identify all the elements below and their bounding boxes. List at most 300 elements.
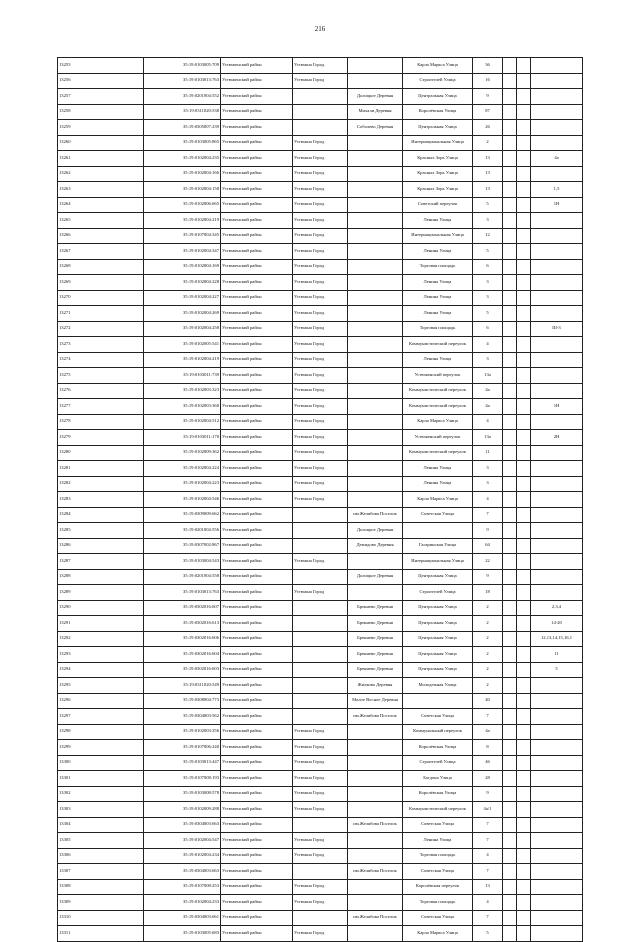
- street-cell: Торговая площадь: [403, 259, 473, 275]
- empty-cell: [503, 228, 517, 244]
- record-number-cell: 13269: [58, 275, 144, 291]
- city-cell: Устюжна Город: [293, 135, 348, 151]
- city-cell: Устюжна Город: [293, 755, 348, 771]
- city-cell: Устюжна Город: [293, 228, 348, 244]
- table-row: [58, 430, 583, 446]
- district-cell: Устюженский район: [221, 585, 293, 601]
- empty-cell: [517, 104, 531, 120]
- table-row: [58, 895, 583, 911]
- village-cell: [348, 445, 403, 461]
- street-cell: Ленина Улица: [403, 213, 473, 229]
- house-number-cell: 2: [473, 616, 503, 632]
- city-cell: [293, 523, 348, 539]
- table-row: [58, 89, 583, 105]
- cadastral-number-cell: 35:19:0302016:613: [144, 616, 221, 632]
- cadastral-number-cell: 35:19:0102004:169: [144, 259, 221, 275]
- empty-cell: [517, 259, 531, 275]
- street-cell: Карла Маркса Улица: [403, 414, 473, 430]
- village-cell: [348, 724, 403, 740]
- street-cell: Центральная Улица: [403, 662, 473, 678]
- village-cell: [348, 166, 403, 182]
- table-row: [58, 585, 583, 601]
- house-number-cell: 4: [473, 337, 503, 353]
- record-number-cell: 13297: [58, 709, 144, 725]
- district-cell: Устюженский район: [221, 430, 293, 446]
- street-cell: Ленина Улица: [403, 275, 473, 291]
- house-number-cell: 5: [473, 197, 503, 213]
- village-cell: Бреннево Деревня: [348, 662, 403, 678]
- empty-cell: [517, 678, 531, 694]
- empty-cell: [517, 135, 531, 151]
- apartment-cell: [531, 771, 583, 787]
- house-number-cell: 5: [473, 306, 503, 322]
- cadastral-number-cell: 35:19:0304003:663: [144, 864, 221, 880]
- district-cell: Устюженский район: [221, 910, 293, 926]
- table-row: [58, 120, 583, 136]
- apartment-cell: 1Н: [531, 399, 583, 415]
- empty-cell: [503, 120, 517, 136]
- city-cell: Устюжна Город: [293, 461, 348, 477]
- district-cell: Устюженский район: [221, 678, 293, 694]
- empty-cell: [503, 585, 517, 601]
- table-row: [58, 213, 583, 229]
- village-cell: [348, 275, 403, 291]
- record-number-cell: 13278: [58, 414, 144, 430]
- district-cell: Устюженский район: [221, 244, 293, 260]
- cadastral-number-cell: 35:19:0304003:663: [144, 817, 221, 833]
- house-number-cell: 7: [473, 507, 503, 523]
- village-cell: Соболево Деревня: [348, 120, 403, 136]
- apartment-cell: [531, 166, 583, 182]
- empty-cell: [503, 740, 517, 756]
- district-cell: Устюженский район: [221, 352, 293, 368]
- apartment-cell: [531, 926, 583, 942]
- empty-cell: [503, 430, 517, 446]
- empty-cell: [503, 600, 517, 616]
- empty-cell: [517, 740, 531, 756]
- apartment-cell: [531, 213, 583, 229]
- village-cell: [348, 244, 403, 260]
- village-cell: [348, 771, 403, 787]
- table-row: [58, 197, 583, 213]
- city-cell: [293, 569, 348, 585]
- table-row: [58, 352, 583, 368]
- house-number-cell: 4а: [473, 399, 503, 415]
- village-cell: [348, 228, 403, 244]
- record-number-cell: 13265: [58, 213, 144, 229]
- city-cell: Устюжна Город: [293, 771, 348, 787]
- street-cell: Советская Улица: [403, 507, 473, 523]
- village-cell: Долоцкое Деревня: [348, 89, 403, 105]
- empty-cell: [503, 523, 517, 539]
- table-row: [58, 538, 583, 554]
- village-cell: им.Желябова Поселок: [348, 817, 403, 833]
- empty-cell: [503, 244, 517, 260]
- street-cell: Интернациональная Улица: [403, 135, 473, 151]
- apartment-cell: [531, 89, 583, 105]
- apartment-cell: [531, 104, 583, 120]
- table-row: [58, 786, 583, 802]
- city-cell: [293, 89, 348, 105]
- table-row: [58, 182, 583, 198]
- empty-cell: [503, 306, 517, 322]
- village-cell: [348, 182, 403, 198]
- house-number-cell: 9: [473, 569, 503, 585]
- cadastral-number-cell: 35:19:0102004:258: [144, 321, 221, 337]
- village-cell: [348, 430, 403, 446]
- table-row: [58, 817, 583, 833]
- street-cell: Коммунальный переулок: [403, 724, 473, 740]
- empty-cell: [517, 58, 531, 74]
- empty-cell: [503, 616, 517, 632]
- village-cell: [348, 368, 403, 384]
- city-cell: Устюжна Город: [293, 352, 348, 368]
- city-cell: Устюжна Город: [293, 197, 348, 213]
- street-cell: Молодежная Улица: [403, 678, 473, 694]
- cadastral-number-cell: 35:19:0102004:234: [144, 848, 221, 864]
- cadastral-number-cell: 35:19:0102004:235: [144, 151, 221, 167]
- house-number-cell: 4: [473, 848, 503, 864]
- empty-cell: [517, 554, 531, 570]
- house-number-cell: 8: [473, 740, 503, 756]
- empty-cell: [517, 600, 531, 616]
- city-cell: [293, 538, 348, 554]
- district-cell: Устюженский район: [221, 724, 293, 740]
- city-cell: Устюжна Город: [293, 151, 348, 167]
- cadastral-number-cell: 35:19:0304003:562: [144, 709, 221, 725]
- district-cell: Устюженский район: [221, 631, 293, 647]
- street-cell: Ленина Улица: [403, 476, 473, 492]
- city-cell: Устюжна Город: [293, 275, 348, 291]
- table-row: [58, 569, 583, 585]
- record-number-cell: 13271: [58, 306, 144, 322]
- house-number-cell: 4: [473, 492, 503, 508]
- apartment-cell: 14-20: [531, 616, 583, 632]
- apartment-cell: [531, 709, 583, 725]
- table-row: [58, 259, 583, 275]
- empty-cell: [503, 678, 517, 694]
- record-number-cell: 13295: [58, 678, 144, 694]
- street-cell: Королёвская Улица: [403, 786, 473, 802]
- cadastral-number-cell: 35:19:0302016:607: [144, 600, 221, 616]
- village-cell: [348, 135, 403, 151]
- street-cell: Центральная Улица: [403, 631, 473, 647]
- cadastral-number-cell: 35:19:0102004:269: [144, 306, 221, 322]
- apartment-cell: [531, 755, 583, 771]
- cadastral-number-cell: 35:19:0103011:170: [144, 430, 221, 446]
- house-number-cell: 64: [473, 538, 503, 554]
- apartment-cell: [531, 554, 583, 570]
- street-cell: Устюженский переулок: [403, 430, 473, 446]
- district-cell: Устюженский район: [221, 337, 293, 353]
- apartment-cell: [531, 445, 583, 461]
- empty-cell: [517, 910, 531, 926]
- house-number-cell: 2: [473, 662, 503, 678]
- record-number-cell: 13301: [58, 771, 144, 787]
- record-number-cell: 13308: [58, 879, 144, 895]
- empty-cell: [517, 213, 531, 229]
- empty-cell: [517, 585, 531, 601]
- district-cell: Устюженский район: [221, 104, 293, 120]
- table-row: [58, 445, 583, 461]
- house-number-cell: 46: [473, 755, 503, 771]
- cadastral-number-cell: 35:19:0102005:541: [144, 337, 221, 353]
- empty-cell: [503, 135, 517, 151]
- district-cell: Устюженский район: [221, 383, 293, 399]
- district-cell: Устюженский район: [221, 538, 293, 554]
- table-row: [58, 244, 583, 260]
- record-number-cell: 13262: [58, 166, 144, 182]
- apartment-cell: [531, 73, 583, 89]
- village-cell: [348, 740, 403, 756]
- empty-cell: [503, 89, 517, 105]
- cadastral-number-cell: 35:19:0107006:240: [144, 740, 221, 756]
- table-row: [58, 321, 583, 337]
- record-number-cell: 13257: [58, 89, 144, 105]
- house-number-cell: 13: [473, 166, 503, 182]
- table-row: [58, 802, 583, 818]
- apartment-cell: [531, 523, 583, 539]
- empty-cell: [517, 786, 531, 802]
- street-cell: Королёвская Улица: [403, 740, 473, 756]
- empty-cell: [503, 538, 517, 554]
- city-cell: [293, 864, 348, 880]
- house-number-cell: 7: [473, 709, 503, 725]
- village-cell: [348, 833, 403, 849]
- house-number-cell: 4а: [473, 383, 503, 399]
- village-cell: им.Желябова Поселок: [348, 910, 403, 926]
- street-cell: Центральная Улица: [403, 647, 473, 663]
- house-number-cell: 7: [473, 817, 503, 833]
- record-number-cell: 13305: [58, 833, 144, 849]
- city-cell: [293, 507, 348, 523]
- empty-cell: [517, 693, 531, 709]
- empty-cell: [517, 182, 531, 198]
- record-number-cell: 13266: [58, 228, 144, 244]
- district-cell: Устюженский район: [221, 151, 293, 167]
- village-cell: Бреннево Деревня: [348, 600, 403, 616]
- record-number-cell: 13309: [58, 895, 144, 911]
- district-cell: Устюженский район: [221, 275, 293, 291]
- house-number-cell: 11: [473, 445, 503, 461]
- record-number-cell: 13291: [58, 616, 144, 632]
- empty-cell: [503, 213, 517, 229]
- table-row: [58, 368, 583, 384]
- empty-cell: [517, 817, 531, 833]
- house-number-cell: 36: [473, 58, 503, 74]
- village-cell: [348, 802, 403, 818]
- apartment-cell: [531, 135, 583, 151]
- record-number-cell: 13288: [58, 569, 144, 585]
- district-cell: Устюженский район: [221, 848, 293, 864]
- empty-cell: [503, 166, 517, 182]
- table-row: [58, 228, 583, 244]
- table-row: [58, 709, 583, 725]
- village-cell: [348, 306, 403, 322]
- empty-cell: [517, 337, 531, 353]
- cadastral-number-cell: 35:19:0103011:739: [144, 368, 221, 384]
- empty-cell: [517, 197, 531, 213]
- house-number-cell: 2: [473, 600, 503, 616]
- district-cell: Устюженский район: [221, 259, 293, 275]
- district-cell: Устюженский район: [221, 321, 293, 337]
- empty-cell: [517, 895, 531, 911]
- house-number-cell: 28: [473, 771, 503, 787]
- empty-cell: [517, 569, 531, 585]
- empty-cell: [517, 166, 531, 182]
- record-number-cell: 13306: [58, 848, 144, 864]
- apartment-cell: [531, 585, 583, 601]
- empty-cell: [517, 383, 531, 399]
- cadastral-number-cell: 35:19:0107008:253: [144, 879, 221, 895]
- cadastral-number-cell: 35:19:0201004:552: [144, 89, 221, 105]
- apartment-cell: [531, 507, 583, 523]
- house-number-cell: 87: [473, 104, 503, 120]
- table-row: [58, 166, 583, 182]
- house-number-cell: 4: [473, 895, 503, 911]
- record-number-cell: 13274: [58, 352, 144, 368]
- empty-cell: [503, 352, 517, 368]
- record-number-cell: 13263: [58, 182, 144, 198]
- record-number-cell: 13298: [58, 724, 144, 740]
- table-row: [58, 73, 583, 89]
- record-number-cell: 13284: [58, 507, 144, 523]
- village-cell: им.Желябова Поселок: [348, 864, 403, 880]
- district-cell: Устюженский район: [221, 647, 293, 663]
- district-cell: Устюженский район: [221, 693, 293, 709]
- record-number-cell: 13272: [58, 321, 144, 337]
- empty-cell: [503, 848, 517, 864]
- apartment-cell: [531, 228, 583, 244]
- empty-cell: [517, 352, 531, 368]
- cadastral-number-cell: 35:19:0102004:546: [144, 492, 221, 508]
- record-number-cell: 13290: [58, 600, 144, 616]
- empty-cell: [517, 89, 531, 105]
- village-cell: [348, 461, 403, 477]
- table-row: [58, 879, 583, 895]
- record-number-cell: 13260: [58, 135, 144, 151]
- record-number-cell: 13307: [58, 864, 144, 880]
- apartment-cell: 5: [531, 662, 583, 678]
- cadastral-number-cell: 35:19:0311020:549: [144, 678, 221, 694]
- cadastral-number-cell: 35:19:0102004:512: [144, 414, 221, 430]
- table-row: [58, 693, 583, 709]
- cadastral-number-cell: 35:19:0103004:543: [144, 554, 221, 570]
- street-cell: Советская Улица: [403, 817, 473, 833]
- house-number-cell: 3: [473, 290, 503, 306]
- house-number-cell: 7: [473, 833, 503, 849]
- village-cell: [348, 554, 403, 570]
- house-number-cell: 2: [473, 647, 503, 663]
- village-cell: им.Желябова Поселок: [348, 709, 403, 725]
- city-cell: [293, 616, 348, 632]
- street-cell: Центральная Улица: [403, 89, 473, 105]
- street-cell: Центральная Улица: [403, 600, 473, 616]
- empty-cell: [517, 414, 531, 430]
- district-cell: Устюженский район: [221, 507, 293, 523]
- record-number-cell: 13310: [58, 910, 144, 926]
- table-row: [58, 337, 583, 353]
- city-cell: [293, 910, 348, 926]
- district-cell: Устюженский район: [221, 197, 293, 213]
- street-cell: Центральная Улица: [403, 120, 473, 136]
- empty-cell: [503, 910, 517, 926]
- record-number-cell: 13294: [58, 662, 144, 678]
- street-cell: Ленина Улица: [403, 306, 473, 322]
- district-cell: Устюженский район: [221, 864, 293, 880]
- apartment-cell: [531, 895, 583, 911]
- table-row: [58, 58, 583, 74]
- city-cell: Устюжна Город: [293, 383, 348, 399]
- village-cell: [348, 786, 403, 802]
- street-cell: Строителей Улица: [403, 755, 473, 771]
- empty-cell: [517, 662, 531, 678]
- city-cell: Устюжна Город: [293, 802, 348, 818]
- empty-cell: [503, 926, 517, 942]
- empty-cell: [503, 290, 517, 306]
- empty-cell: [517, 476, 531, 492]
- district-cell: Устюженский район: [221, 786, 293, 802]
- empty-cell: [503, 507, 517, 523]
- street-cell: Ленина Улица: [403, 244, 473, 260]
- house-number-cell: 13: [473, 182, 503, 198]
- empty-cell: [517, 120, 531, 136]
- apartment-cell: 12,13,14,15,16,1: [531, 631, 583, 647]
- village-cell: [348, 58, 403, 74]
- street-cell: Интернациональная Улица: [403, 554, 473, 570]
- table-row: [58, 678, 583, 694]
- cadastral-number-cell: 35:19:0103013:763: [144, 73, 221, 89]
- record-number-cell: 13270: [58, 290, 144, 306]
- cadastral-number-cell: 35:19:0309009:662: [144, 507, 221, 523]
- apartment-cell: [531, 461, 583, 477]
- empty-cell: [503, 569, 517, 585]
- table-row: [58, 151, 583, 167]
- apartment-cell: [531, 678, 583, 694]
- record-number-cell: 13255: [58, 58, 144, 74]
- apartment-cell: [531, 879, 583, 895]
- record-number-cell: 13286: [58, 538, 144, 554]
- record-number-cell: 13285: [58, 523, 144, 539]
- cadastral-number-cell: 35:19:0302016:603: [144, 662, 221, 678]
- city-cell: Устюжна Город: [293, 58, 348, 74]
- village-cell: [348, 321, 403, 337]
- table-row: [58, 662, 583, 678]
- village-cell: Бреннево Деревня: [348, 647, 403, 663]
- empty-cell: [517, 724, 531, 740]
- apartment-cell: [531, 724, 583, 740]
- street-cell: Коммунистический переулок: [403, 337, 473, 353]
- apartment-cell: [531, 244, 583, 260]
- record-number-cell: 13277: [58, 399, 144, 415]
- empty-cell: [517, 368, 531, 384]
- district-cell: Устюженский район: [221, 414, 293, 430]
- street-cell: Коммунистический переулок: [403, 445, 473, 461]
- street-cell: Красных Зорь Улица: [403, 166, 473, 182]
- cadastral-number-cell: 35:19:0102004:219: [144, 352, 221, 368]
- city-cell: Устюжна Город: [293, 244, 348, 260]
- house-number-cell: 4а/1: [473, 802, 503, 818]
- property-registry-table: [57, 57, 583, 942]
- district-cell: Устюженский район: [221, 926, 293, 942]
- apartment-cell: [531, 569, 583, 585]
- empty-cell: [503, 895, 517, 911]
- street-cell: Богдена Улица: [403, 771, 473, 787]
- street-cell: Карла Маркса Улица: [403, 58, 473, 74]
- record-number-cell: 13280: [58, 445, 144, 461]
- apartment-cell: [531, 910, 583, 926]
- empty-cell: [503, 693, 517, 709]
